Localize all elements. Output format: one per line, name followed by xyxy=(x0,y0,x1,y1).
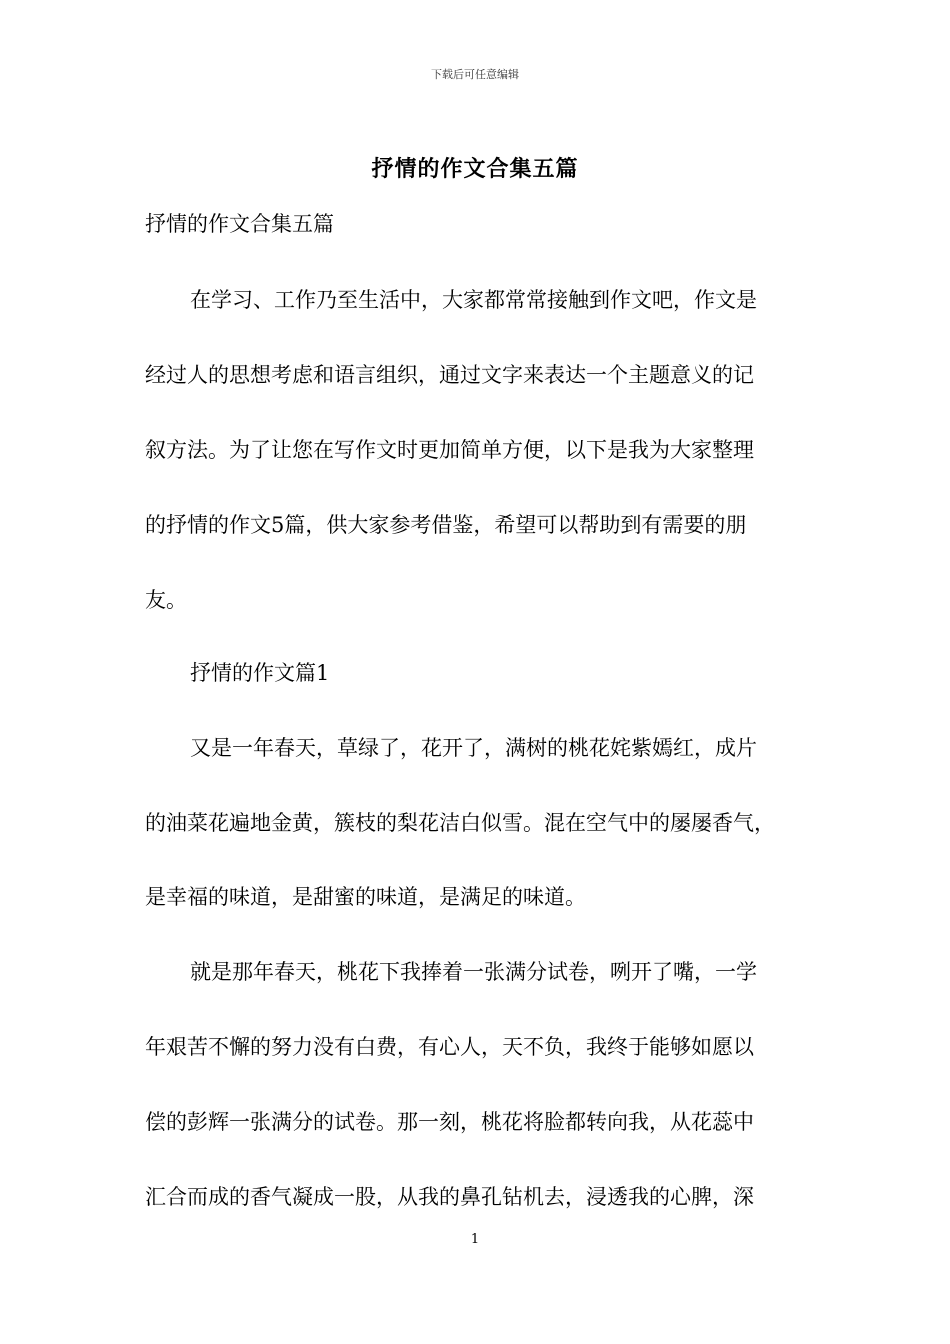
paragraph-line: 的油菜花遍地金黄，簇枝的梨花洁白似雪。混在空气中的屡屡香气， xyxy=(145,811,775,835)
paragraph-line: 经过人的思想考虑和语言组织，通过文字来表达一个主题意义的记 xyxy=(145,363,754,387)
paragraph-line: 是幸福的味道，是甜蜜的味道，是满足的味道。 xyxy=(145,885,586,909)
paragraph-line: 又是一年春天，草绿了，花开了，满树的桃花姹紫嫣红，成片 xyxy=(190,736,757,760)
document-title: 抒情的作文合集五篇 xyxy=(371,156,579,182)
paragraph-line: 的抒情的作文5篇，供大家参考借鉴，希望可以帮助到有需要的朋 xyxy=(145,513,747,537)
paragraph-line: 友。 xyxy=(145,588,187,612)
document-subtitle: 抒情的作文合集五篇 xyxy=(145,212,334,236)
page-number: 1 xyxy=(470,1232,480,1247)
paragraph-line: 偿的彭辉一张满分的试卷。那一刻，桃花将脸都转向我，从花蕊中 xyxy=(145,1110,754,1134)
paragraph-line: 就是那年春天，桃花下我捧着一张满分试卷，咧开了嘴，一学 xyxy=(190,960,757,984)
paragraph-line: 叙方法。为了让您在写作文时更加简单方便，以下是我为大家整理 xyxy=(145,438,754,462)
paragraph-line: 汇合而成的香气凝成一股，从我的鼻孔钻机去，浸透我的心脾，深 xyxy=(145,1185,754,1209)
header-note: 下载后可任意编辑 xyxy=(431,68,519,81)
section-heading: 抒情的作文篇1 xyxy=(190,661,330,685)
paragraph-line: 年艰苦不懈的努力没有白费，有心人，天不负，我终于能够如愿以 xyxy=(145,1035,754,1059)
paragraph-line: 在学习、工作乃至生活中，大家都常常接触到作文吧，作文是 xyxy=(190,288,757,312)
